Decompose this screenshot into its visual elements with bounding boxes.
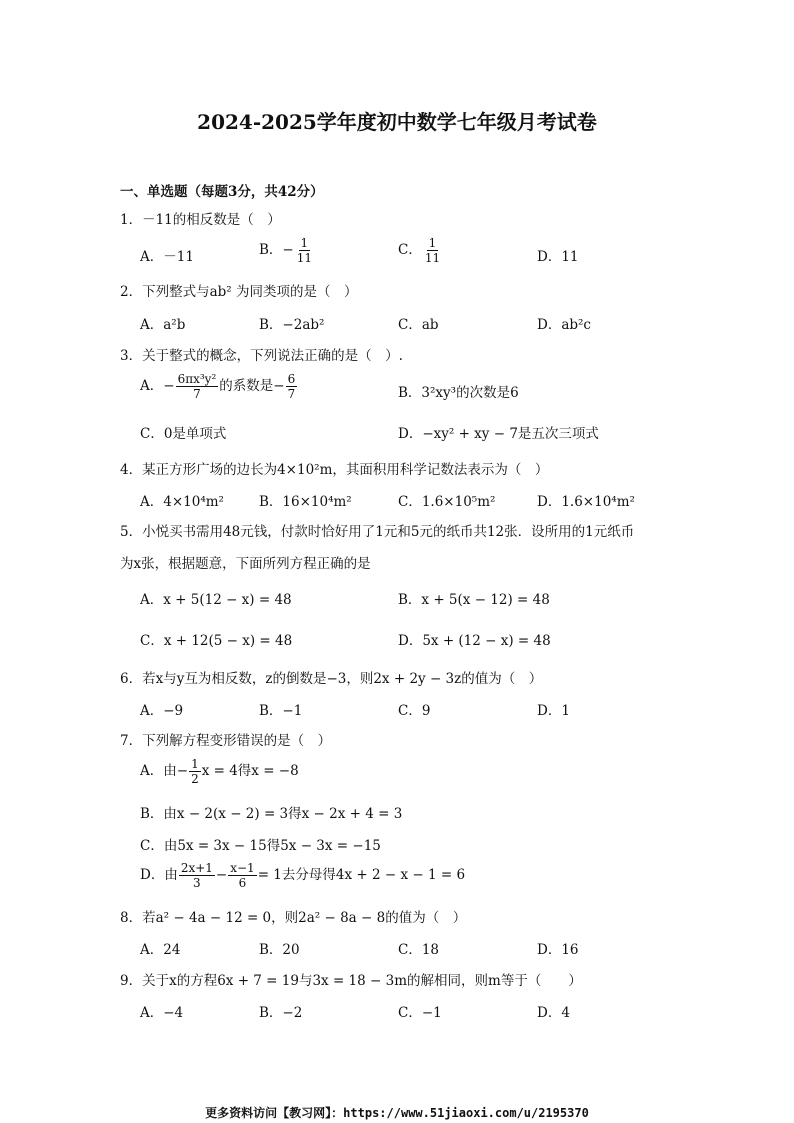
q1-c-prefix: C． (398, 242, 422, 258)
q3-a-fraction2 (286, 372, 298, 401)
question-8: 8．若a² − 4a − 12 = 0，则2a² − 8a − 8的值为（ ） (120, 910, 467, 926)
q5-option-b: B．x + 5(x − 12) = 48 (398, 592, 550, 608)
q6-option-c: C．9 (398, 703, 431, 719)
q3-option-a (140, 372, 298, 401)
q1-c-fraction (423, 236, 442, 265)
q3-a-num2: 6 (287, 372, 296, 386)
q3-option-d: D．−xy² + xy − 7是五次三项式 (398, 426, 599, 442)
q7-a-den: 2 (191, 772, 199, 786)
q7-a-fraction (189, 757, 201, 786)
q1-c-den: 11 (424, 251, 441, 265)
question-4: 4．某正方形广场的边长为4×10²m，其面积用科学记数法表示为（ ） (120, 462, 549, 478)
question-5-line-1: 5．小悦买书需用48元钱，付款时恰好用了1元和5元的纸币共12张．设所用的1元纸币 (120, 524, 635, 540)
q3-a-den: 7 (193, 387, 201, 401)
q7-option-d (140, 861, 465, 890)
q7-d-prefix: D．由 (140, 867, 178, 883)
q4-option-a: A．4×10⁴m² (140, 494, 224, 510)
q7-option-c: C．由5x = 3x − 15得5x − 3x = −15 (140, 838, 381, 854)
q4-option-b: B．16×10⁴m² (259, 494, 352, 510)
q1-option-d: D．11 (537, 249, 579, 265)
question-2: 2．下列整式与ab² 为同类项的是（ ） (120, 284, 358, 300)
q2-option-a: A．a²b (140, 317, 186, 333)
q7-d-fraction1 (179, 861, 215, 890)
q7-a-num: 1 (191, 757, 199, 771)
q4-option-c: C．1.6×10⁵m² (398, 494, 496, 510)
question-5-line-2: 为x张，根据题意，下面所列方程正确的是 (120, 556, 371, 572)
q7-a-prefix: A．由− (140, 763, 189, 779)
q3-option-c: C．0是单项式 (140, 426, 227, 442)
q7-d-num2: x−1 (230, 861, 255, 875)
q2-option-c: C．ab (398, 317, 439, 333)
q9-option-c: C．−1 (398, 1005, 442, 1021)
q7-d-den2: 6 (238, 876, 247, 890)
q9-option-b: B．−2 (259, 1005, 303, 1021)
q6-option-a: A．−9 (140, 703, 184, 719)
q3-option-b: B．3²xy³的次数是6 (398, 385, 519, 401)
q6-option-b: B．−1 (259, 703, 303, 719)
q5-option-d: D．5x + (12 − x) = 48 (398, 633, 551, 649)
section-heading: 一、单选题（每题3分，共42分） (120, 184, 324, 200)
q5-option-c: C．x + 12(5 − x) = 48 (140, 633, 293, 649)
question-7: 7．下列解方程变形错误的是（ ） (120, 733, 332, 749)
q8-option-d: D．16 (537, 942, 579, 958)
q7-a-suffix: x = 4得x = −8 (201, 763, 299, 779)
q3-a-mid: 的系数是− (219, 378, 285, 394)
q7-d-fraction2 (228, 861, 256, 890)
q3-a-fraction (176, 372, 219, 401)
q9-option-a: A．−4 (140, 1005, 184, 1021)
q9-option-d: D．4 (537, 1005, 570, 1021)
question-6: 6．若x与y互为相反数，z的倒数是−3，则2x + 2y − 3z的值为（ ） (120, 671, 543, 687)
q7-d-suffix: = 1去分母得4x + 2 − x − 1 = 6 (257, 867, 466, 883)
q7-d-num1: 2x+1 (180, 861, 213, 875)
q7-d-mid: − (215, 867, 228, 883)
q5-option-a: A．x + 5(12 − x) = 48 (140, 592, 292, 608)
q1-b-num: 1 (300, 236, 309, 250)
page-title: 2024-2025学年度初中数学七年级月考试卷 (197, 110, 597, 134)
q8-option-c: C．18 (398, 942, 440, 958)
q1-option-c (398, 236, 443, 265)
question-1: 1．－11的相反数是（ ） (120, 212, 281, 228)
q7-option-a (140, 757, 299, 786)
q8-option-b: B．20 (259, 942, 300, 958)
q1-b-den: 11 (296, 251, 313, 265)
question-3: 3．关于整式的概念，下列说法正确的是（ ）. (120, 348, 403, 364)
q1-c-num: 1 (428, 236, 437, 250)
q3-a-prefix: A．− (140, 378, 175, 394)
q1-option-a: A．－11 (140, 249, 194, 265)
q8-option-a: A．24 (140, 942, 181, 958)
q3-a-den2: 7 (287, 387, 296, 401)
q1-option-b (259, 236, 315, 265)
q6-option-d: D．1 (537, 703, 570, 719)
q4-option-d: D．1.6×10⁴m² (537, 494, 635, 510)
q1-b-fraction (295, 236, 314, 265)
footer-link[interactable]: 更多资料访问【教习网】：https://www.51jiaoxi.com/u/2195370 (205, 1106, 589, 1120)
q2-option-d: D．ab²c (537, 317, 591, 333)
q7-d-den1: 3 (193, 876, 201, 890)
question-9: 9．关于x的方程6x + 7 = 19与3x = 18 − 3m的解相同，则m等于（ ） (120, 973, 582, 989)
q1-b-prefix: B．− (259, 242, 294, 258)
q2-option-b: B．−2ab² (259, 317, 325, 333)
q3-a-num: 6πx³y² (177, 372, 217, 386)
q7-option-b: B．由x − 2(x − 2) = 3得x − 2x + 4 = 3 (140, 806, 403, 822)
